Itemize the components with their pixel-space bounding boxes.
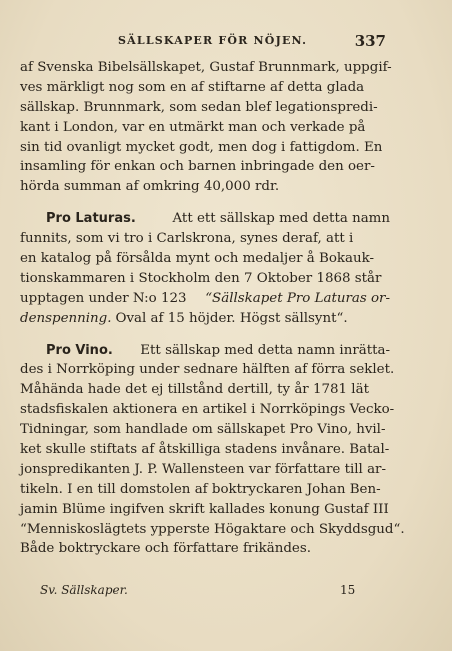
text-line <box>20 440 390 460</box>
line-text: Ett sällskap med detta namn inrätta- <box>140 342 390 358</box>
text-line <box>20 420 390 440</box>
text-line <box>20 138 390 158</box>
line-text: en katalog på försålda mynt och medaljer å Bokauk- <box>20 251 375 267</box>
section-heading-pro-vino: Pro Vino. <box>46 342 113 358</box>
line-text: tionskammaren i Stockholm den 7 Oktober 1868 står <box>20 270 382 286</box>
running-head <box>0 34 452 52</box>
text-line <box>20 157 390 177</box>
text-line <box>20 249 390 269</box>
text-line <box>20 229 390 249</box>
sheet-number: 15 <box>340 583 356 597</box>
line-text: jamin Blüme ingifven skrift kallades konung Gustaf III <box>20 501 389 517</box>
line-text: upptagen under N:o 123 <box>20 290 187 306</box>
line-text: Tidningar, som handlade om sällskapet Pro Vino, hvil- <box>20 422 386 438</box>
text-line <box>20 500 390 520</box>
line-text: stadsfiskalen aktionera en artikel i Norrköpings Vecko- <box>20 402 395 418</box>
text-line <box>20 539 390 559</box>
text-line <box>20 78 390 98</box>
page-footer <box>0 583 452 601</box>
text-line <box>20 58 390 78</box>
body-text <box>20 58 405 559</box>
page-number: 337 <box>354 32 386 50</box>
line-text: ves märkligt nog som en af stiftarne af detta glada <box>20 79 365 95</box>
text-line <box>20 209 390 229</box>
line-text: insamling för enkan och barnen inbringade den oer- <box>20 159 375 175</box>
signature-mark: Sv. Sällskaper. <box>40 583 128 597</box>
quoted-inscription-end: denspenning. <box>20 310 112 326</box>
running-head-title: SÄLLSKAPER FÖR NÖJEN. <box>118 34 308 47</box>
text-line <box>20 341 390 361</box>
line-text: Både boktryckare och författare frikändes. <box>20 541 311 557</box>
text-line <box>20 118 390 138</box>
text-line <box>20 460 390 480</box>
quoted-inscription: “Sällskapet Pro Laturas or- <box>205 290 390 306</box>
line-text: des i Norrköping under sednare hälften af förra seklet. <box>20 362 395 378</box>
text-line <box>20 309 390 329</box>
line-text: ket skulle stiftats af åtskilliga stadens invånare. Batal- <box>20 442 390 458</box>
line-text: af Svenska Bibelsällskapet, Gustaf Brunnmark, uppgif- <box>20 60 392 75</box>
line-text: “Menniskoslägtets ypperste Högaktare och Skyddsgud“. <box>20 521 405 537</box>
text-line <box>20 360 395 380</box>
text-line <box>20 480 390 500</box>
text-line <box>20 177 390 197</box>
line-text: Oval af 15 höjder. Högst sällsynt“. <box>115 310 348 326</box>
line-text: sin tid ovanligt mycket godt, men dog i fattigdom. En <box>20 139 383 155</box>
line-text: Måhända hade det ej tillstånd dertill, ty år 1781 lät <box>20 382 369 398</box>
text-line <box>20 380 390 400</box>
line-text: tikeln. I en till domstolen af boktryckaren Johan Ben- <box>20 481 381 497</box>
section-heading-pro-laturas: Pro Laturas. <box>46 211 136 227</box>
text-line <box>20 269 390 289</box>
line-text: jonspredikanten J. P. Wallensteen var författare till ar- <box>20 461 386 477</box>
line-text: sällskap. Brunnmark, som sedan blef legationspredi- <box>20 99 378 115</box>
line-text: kant i London, var en utmärkt man och verkade på <box>20 119 366 135</box>
line-text: hörda summan af omkring 40,000 rdr. <box>20 179 280 195</box>
text-line <box>20 520 405 540</box>
text-line <box>20 289 390 309</box>
text-line <box>20 400 395 420</box>
text-line <box>20 98 390 118</box>
line-text: Att ett sällskap med detta namn <box>172 211 390 227</box>
line-text: funnits, som vi tro i Carlskrona, synes deraf, att i <box>20 231 354 247</box>
